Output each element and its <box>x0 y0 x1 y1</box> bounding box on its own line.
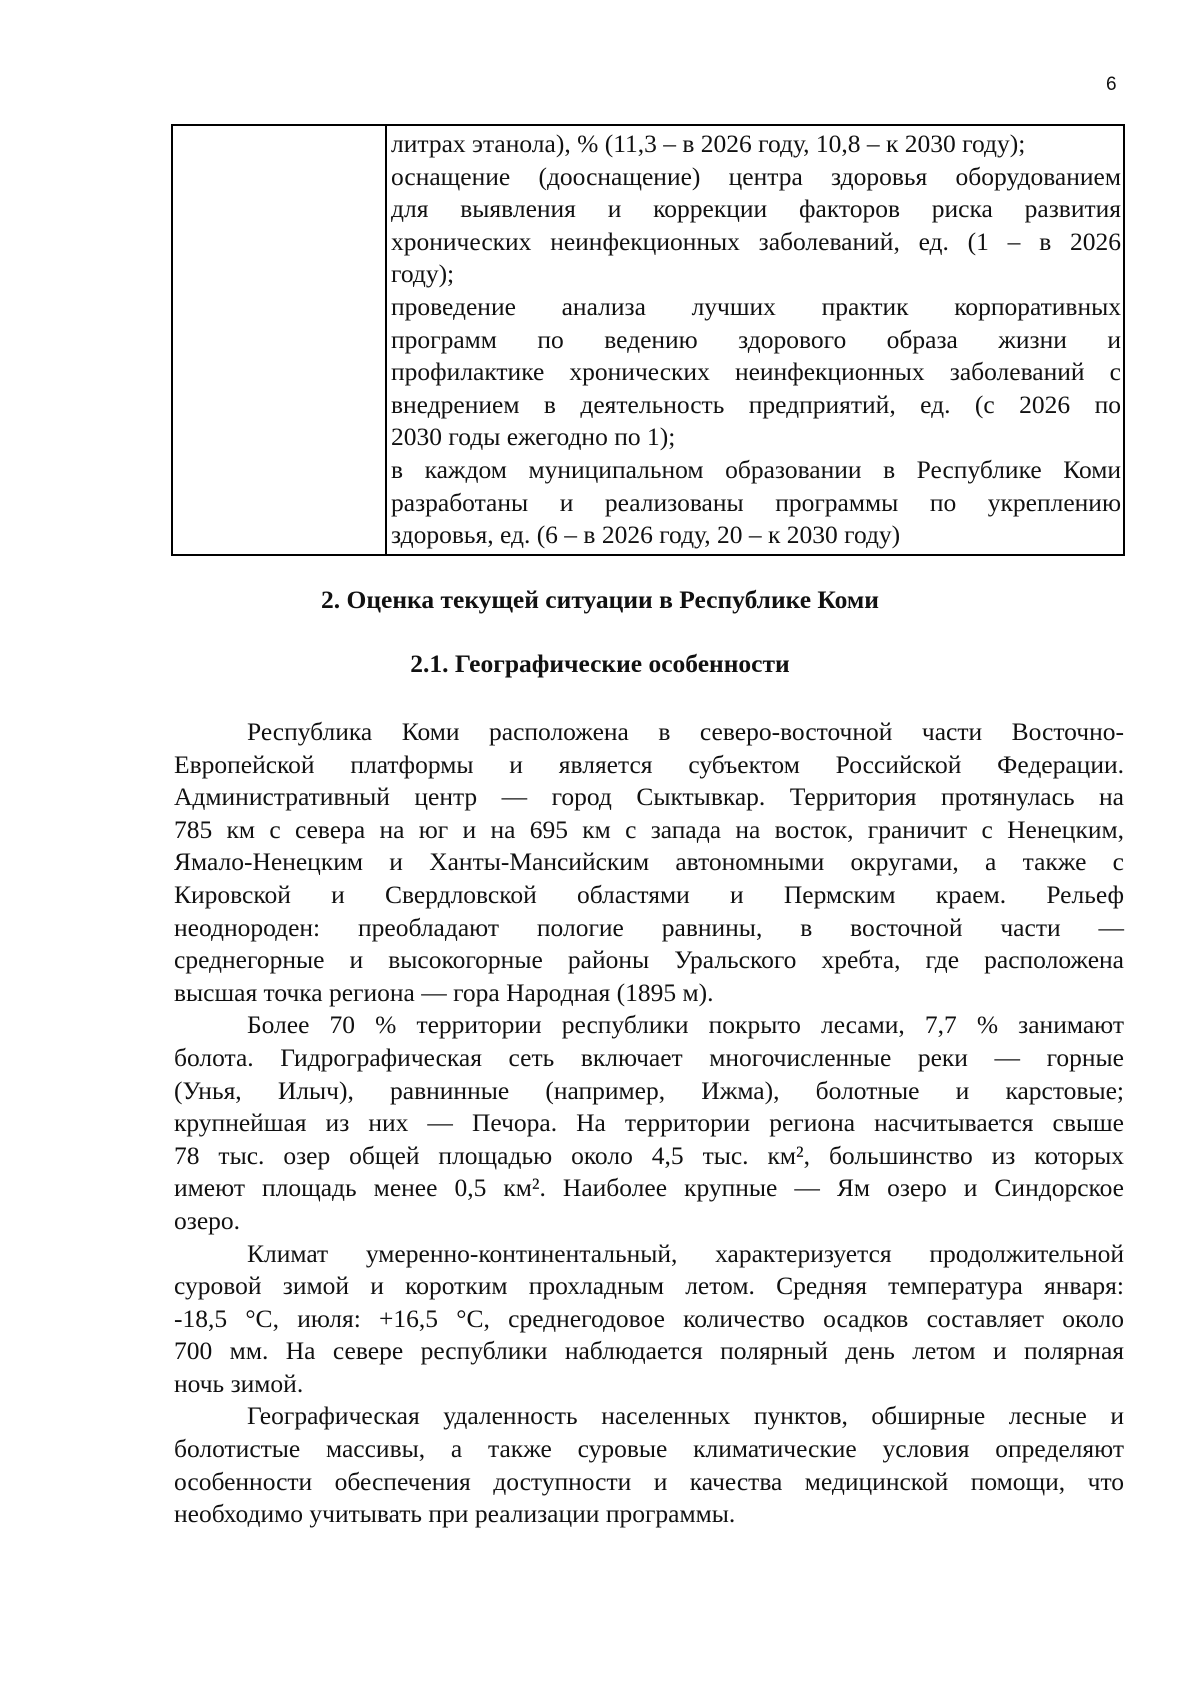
section-heading: 2. Оценка текущей ситуации в Республике Коми <box>321 585 879 614</box>
table-line: литрах этанола), % (11,3 – в 2026 году, 10,8 – к 2030 году); <box>391 129 1026 158</box>
table-line: для выявления и коррекции факторов риска развития <box>391 194 1121 224</box>
paragraph-line: Ямало-Ненецким и Ханты-Мансийским автономными округами, а также с <box>174 847 1124 877</box>
table-line: в каждом муниципальном образовании в Республике Коми <box>391 454 1121 484</box>
paragraph-line: имеют площадь менее 0,5 км². Наиболее крупные — Ям озеро и Синдорское <box>174 1173 1124 1203</box>
body-text <box>174 716 1124 1531</box>
goals-table <box>171 124 1125 556</box>
table-line: здоровья, ед. (6 – в 2026 году, 20 – к 2030 году) <box>391 520 901 550</box>
page-number: 6 <box>1106 74 1117 95</box>
paragraph-line: 785 км с севера на юг и на 695 км с запада на восток, граничит с Ненецким, <box>174 814 1124 844</box>
table-line: хронических неинфекционных заболеваний, ед. (1 – в 2026 <box>391 226 1121 256</box>
table-left-cell <box>173 126 387 554</box>
paragraph-line: необходимо учитывать при реализации программы. <box>174 1499 736 1529</box>
table-line: году); <box>391 259 455 289</box>
paragraph-line: болота. Гидрографическая сеть включает многочисленные реки — горные <box>174 1042 1124 1072</box>
table-line: 2030 годы ежегодно по 1); <box>391 422 676 452</box>
table-line: внедрением в деятельность предприятий, ед. (с 2026 по <box>391 389 1121 419</box>
paragraph-line: 78 тыс. озер общей площадью около 4,5 тыс. км², большинство из которых <box>174 1140 1124 1170</box>
table-right-cell <box>391 128 1121 552</box>
paragraph-line: крупнейшая из них — Печора. На территории региона насчитывается свыше <box>174 1108 1124 1138</box>
table-line: разработаны и реализованы программы по укреплению <box>391 487 1121 517</box>
paragraph-line: Европейской платформы и является субъектом Российской Федерации. <box>174 749 1124 779</box>
table-line: программ по ведению здорового образа жизни и <box>391 324 1121 354</box>
paragraph-line: Административный центр — город Сыктывкар. Территория протянулась на <box>174 782 1124 812</box>
subsection-heading: 2.1. Географические особенности <box>410 649 790 678</box>
paragraph-line: среднегорные и высокогорные районы Уральского хребта, где расположена <box>174 945 1124 975</box>
paragraph-line: -18,5 °С, июля: +16,5 °С, среднегодовое количество осадков составляет около <box>174 1303 1124 1333</box>
paragraph-line: ночь зимой. <box>174 1368 304 1398</box>
paragraph-line: особенности обеспечения доступности и качества медицинской помощи, что <box>174 1466 1124 1496</box>
paragraph-line: Климат умеренно-континентальный, характеризуется продолжительной <box>247 1238 1124 1268</box>
paragraph-line: неоднороден: преобладают пологие равнины, в восточной части — <box>174 912 1124 942</box>
paragraph-line: Кировской и Свердловской областями и Пермским краем. Рельеф <box>174 879 1124 909</box>
paragraph-line: Географическая удаленность населенных пунктов, обширные лесные и <box>247 1401 1124 1431</box>
table-line: оснащение (дооснащение) центра здоровья оборудованием <box>391 161 1121 191</box>
paragraph-line: (Унья, Илыч), равнинные (например, Ижма), болотные и карстовые; <box>174 1075 1124 1105</box>
paragraph-line: озеро. <box>174 1205 241 1235</box>
table-line: проведение анализа лучших практик корпоративных <box>391 291 1121 321</box>
paragraph-line: Республика Коми расположена в северо-восточной части Восточно- <box>247 717 1124 746</box>
paragraph-line: 700 мм. На севере республики наблюдается полярный день летом и полярная <box>174 1336 1124 1366</box>
paragraph-line: Более 70 % территории республики покрыто лесами, 7,7 % занимают <box>247 1010 1124 1040</box>
paragraph-line: высшая точка региона — гора Народная (1895 м). <box>174 977 714 1007</box>
paragraph-line: болотистые массивы, а также суровые климатические условия определяют <box>174 1434 1124 1464</box>
paragraph-line: суровой зимой и коротким прохладным летом. Средняя температура января: <box>174 1271 1124 1301</box>
table-line: профилактике хронических неинфекционных заболеваний с <box>391 357 1121 387</box>
